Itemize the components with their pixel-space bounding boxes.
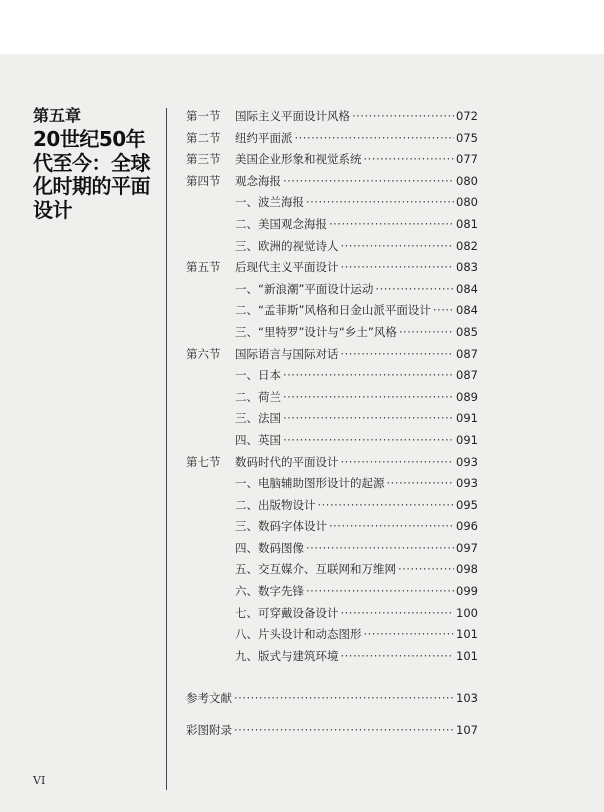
toc-dot-leader [329,516,454,538]
toc-dot-leader [306,581,454,603]
chapter-number: 第五章 [33,106,82,125]
toc-section-row[interactable] [186,128,478,150]
toc-page-number: 101 [456,627,478,642]
toc-subsection-row[interactable] [186,581,478,603]
toc-section-number: 第一节 [186,109,221,123]
toc-page-number: 091 [456,432,478,447]
toc-page-number: 103 [456,691,478,706]
toc-dot-leader [318,495,455,517]
toc-page-number: 085 [456,324,478,339]
toc-page-number: 089 [456,389,478,404]
toc-entry-label: 数码时代的平面设计 [235,454,339,469]
toc-section-number: 第二节 [186,130,221,145]
toc-entry-label: 四、英国 [235,432,281,447]
toc-entry-label: 美国企业形象和视觉系统 [235,152,362,167]
toc-section-row[interactable] [186,452,478,474]
toc-entry-label: 一、“新浪潮”平面设计运动 [235,281,374,296]
toc-entry-label: 二、“孟菲斯”风格和日金山派平面设计 [235,303,431,318]
toc-entry-label: 彩图附录 [186,723,232,738]
toc-subsection-row[interactable] [186,538,478,560]
toc-dot-leader [364,624,455,646]
toc-dot-leader [283,430,454,452]
book-page [0,54,604,812]
toc-spacer [186,710,478,720]
toc-spacer [186,667,478,688]
toc-entry-label: 纽约平面派 [235,130,293,145]
toc-entry-label: 参考文献 [186,691,232,706]
toc-page-number: 100 [456,605,478,620]
toc-page-number: 072 [456,109,478,123]
toc-page-number: 091 [456,411,478,426]
toc-entry-label: 九、版式与建筑环境 [235,648,339,663]
toc-entry-label: 八、片头设计和动态图形 [235,627,362,642]
toc-page-number: 075 [456,130,478,145]
toc-page-number: 101 [456,648,478,663]
toc-subsection-row[interactable] [186,624,478,646]
toc-entry-label: 三、法国 [235,411,281,426]
toc-dot-leader [341,257,455,279]
toc-dot-leader [341,646,455,668]
toc-page-number: 081 [456,216,478,231]
toc-entry-label: 国际语言与国际对话 [235,346,339,361]
toc-dot-leader [375,279,454,301]
toc-entry-label: 一、电脑辅助图形设计的起源 [235,476,385,491]
toc-page-number: 084 [456,281,478,296]
toc-dot-leader [352,106,454,128]
toc-subsection-row[interactable] [186,365,478,387]
toc-page-number: 084 [456,303,478,318]
toc-subsection-row[interactable] [186,516,478,538]
toc-dot-leader [341,452,455,474]
toc-page-number: 098 [456,562,478,577]
toc-entry-label: 一、日本 [235,368,281,383]
toc-entry-label: 国际主义平面设计风格 [235,109,350,123]
toc-subsection-row[interactable] [186,322,478,344]
table-of-contents [186,106,478,742]
toc-dot-leader [399,322,454,344]
toc-subsection-row[interactable] [186,387,478,409]
toc-page-number: 080 [456,173,478,188]
toc-dot-leader [234,688,454,710]
chapter-heading [33,106,158,222]
toc-page-number: 093 [456,476,478,491]
toc-section-row[interactable] [186,344,478,366]
toc-dot-leader [295,128,455,150]
toc-dot-leader [329,214,454,236]
toc-page-number: 096 [456,519,478,534]
toc-dot-leader [283,171,454,193]
toc-entry-label: 观念海报 [235,173,281,188]
toc-page-number: 093 [456,454,478,469]
chapter-title: 20世纪50年代至今：全球化时期的平面设计 [33,127,150,222]
toc-subsection-row[interactable] [186,214,478,236]
toc-entry-label: 四、数码图像 [235,540,304,555]
toc-section-number: 第六节 [186,346,221,361]
toc-section-number: 第七节 [186,454,221,469]
toc-section-number: 第三节 [186,152,221,167]
toc-entry-label: 二、出版物设计 [235,497,316,512]
toc-subsection-row[interactable] [186,559,478,581]
toc-dot-leader [433,300,454,322]
toc-dot-leader [306,538,454,560]
toc-subsection-row[interactable] [186,300,478,322]
toc-dot-leader [364,149,455,171]
vertical-divider [166,108,167,790]
page-number: VI [33,774,46,787]
toc-subsection-row[interactable] [186,495,478,517]
toc-page-number: 083 [456,260,478,275]
toc-references-row[interactable] [186,688,478,710]
toc-page-number: 077 [456,152,478,167]
toc-dot-leader [283,365,454,387]
toc-entry-label: 三、数码字体设计 [235,519,327,534]
toc-entry-label: 六、数字先锋 [235,584,304,599]
toc-dot-leader [387,473,455,495]
toc-subsection-row[interactable] [186,279,478,301]
toc-dot-leader [341,344,455,366]
toc-entry-label: 一、波兰海报 [235,195,304,210]
toc-dot-leader [306,192,454,214]
toc-dot-leader [283,408,454,430]
toc-entry-label: 二、荷兰 [235,389,281,404]
toc-entry-label: 三、欧洲的视觉诗人 [235,238,339,253]
toc-subsection-row[interactable] [186,603,478,625]
toc-subsection-row[interactable] [186,430,478,452]
toc-page-number: 080 [456,195,478,210]
toc-entry-label: 五、交互媒介、互联网和万维网 [235,562,396,577]
toc-dot-leader [283,387,454,409]
toc-dot-leader [398,559,454,581]
toc-page-number: 087 [456,346,478,361]
toc-page-number: 099 [456,584,478,599]
toc-entry-label: 七、可穿戴设备设计 [235,605,339,620]
toc-dot-leader [341,603,455,625]
toc-entry-label: 二、美国观念海报 [235,216,327,231]
toc-appendix-row[interactable] [186,720,478,742]
toc-subsection-row[interactable] [186,473,478,495]
toc-entry-label: 三、“里特罗”设计与“乡土”风格 [235,324,397,339]
toc-section-row[interactable] [186,171,478,193]
toc-dot-leader [234,720,454,742]
toc-entry-label: 后现代主义平面设计 [235,260,339,275]
toc-page-number: 095 [456,497,478,512]
toc-page-number: 097 [456,540,478,555]
toc-subsection-row[interactable] [186,192,478,214]
toc-page-number: 082 [456,238,478,253]
toc-page-number: 107 [456,723,478,738]
toc-section-number: 第五节 [186,260,221,275]
toc-section-row[interactable] [186,106,478,128]
toc-dot-leader [341,236,455,258]
toc-section-row[interactable] [186,149,478,171]
toc-subsection-row[interactable] [186,236,478,258]
toc-section-number: 第四节 [186,173,221,188]
toc-subsection-row[interactable] [186,408,478,430]
toc-section-row[interactable] [186,257,478,279]
toc-page-number: 087 [456,368,478,383]
toc-subsection-row[interactable] [186,646,478,668]
